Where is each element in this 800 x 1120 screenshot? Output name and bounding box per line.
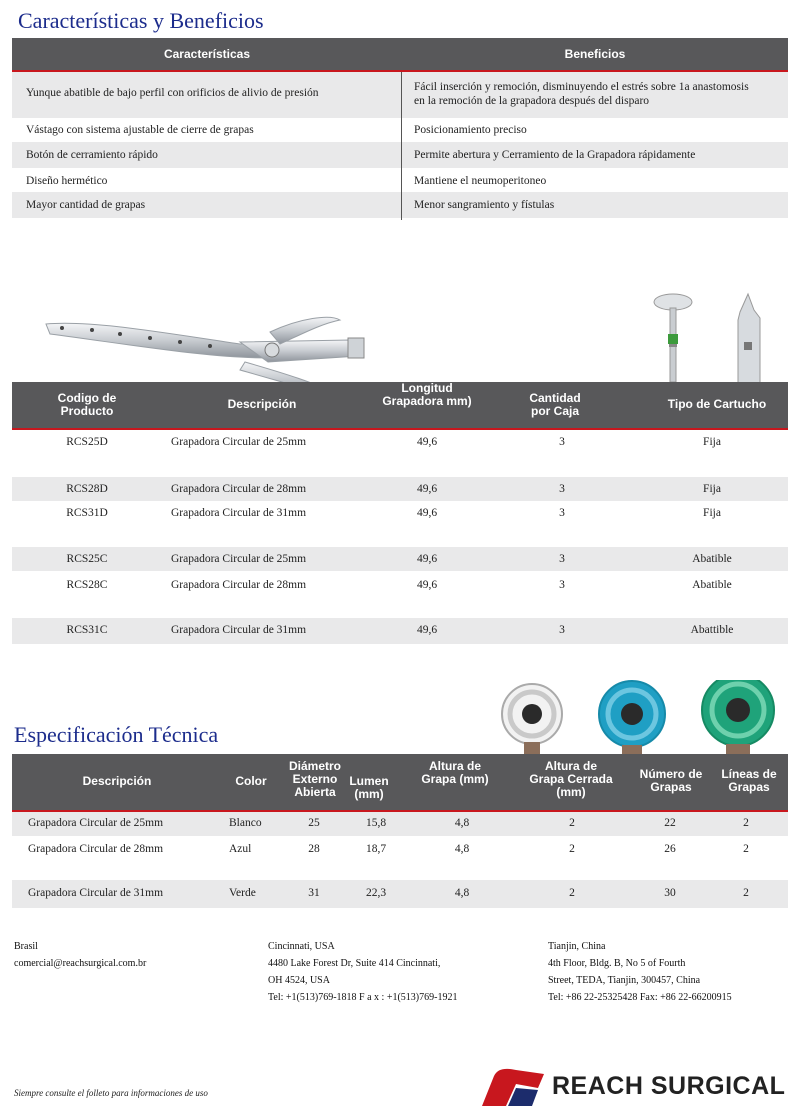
contact-china-address: 4th Floor, Bldg. B, No 5 of Fourth — [548, 958, 686, 969]
spec-closed: 2 — [569, 843, 575, 855]
spec-diameter: 28 — [308, 843, 320, 855]
table-row — [12, 618, 788, 644]
contact-china — [548, 938, 732, 1006]
product-description: Grapadora Circular de 31mm — [171, 507, 307, 519]
column-divider — [401, 72, 402, 220]
benefit-text: Fácil inserción y remoción, disminuyendo el estrés sobre 1a anastomosis en la remoción de la grapadora después del disparo — [414, 81, 749, 107]
product-cartridge: Abattible — [690, 624, 734, 636]
spec-diameter: 25 — [308, 817, 320, 829]
cartridge-illustration — [730, 292, 766, 388]
contact-usa-address: 4480 Lake Forest Dr, Suite 414 Cincinnati, — [268, 958, 441, 969]
spec-color: Verde — [229, 887, 256, 899]
spec-diameter: 31 — [308, 887, 320, 899]
spec-height: 4,8 — [454, 843, 470, 855]
product-length: 49,6 — [416, 483, 438, 495]
benefits-col-header: Beneficios — [564, 47, 626, 61]
spec-closed-header: Altura de Grapa Cerrada (mm) — [529, 759, 613, 799]
contact-china-address2: Street, TEDA, Tianjin, 300457, China — [548, 975, 701, 986]
feature-text: Mayor cantidad de grapas — [26, 199, 146, 211]
product-code: RCS25C — [66, 553, 108, 565]
table-row — [12, 430, 788, 454]
reach-surgical-logo-icon — [478, 1066, 548, 1110]
contact-usa-phone: Tel: +1(513)769-1818 F a x : +1(513)769-1921 — [268, 992, 458, 1003]
spec-lines: 2 — [743, 843, 749, 855]
table-row — [12, 547, 788, 571]
spec-number: 26 — [664, 843, 676, 855]
spec-height: 4,8 — [454, 887, 470, 899]
anvil-illustration — [648, 292, 698, 388]
spec-description: Grapadora Circular de 31mm — [28, 887, 164, 899]
spec-description-header: Descripción — [82, 774, 152, 788]
product-description: Grapadora Circular de 28mm — [171, 483, 307, 495]
spec-number-header: Número de Grapas — [639, 767, 703, 794]
product-cartridge: Fija — [703, 483, 721, 495]
head-28mm — [599, 681, 665, 756]
benefit-text: Mantiene el neumoperitoneo — [414, 175, 547, 187]
product-code: RCS28C — [66, 579, 108, 591]
spec-lumen: 15,8 — [365, 817, 387, 829]
spec-closed: 2 — [569, 887, 575, 899]
product-description: Grapadora Circular de 25mm — [171, 436, 307, 448]
product-length: 49,6 — [416, 507, 438, 519]
product-description: Grapadora Circular de 25mm — [171, 553, 307, 565]
usage-note: Siempre consulte el folleto para informaciones de uso — [14, 1088, 208, 1098]
spec-number: 22 — [664, 817, 676, 829]
code-col-header: Codigo de Producto — [57, 391, 117, 418]
spec-lines: 2 — [743, 887, 749, 899]
product-quantity: 3 — [559, 624, 565, 636]
specs-title: Especificación Técnica — [14, 722, 219, 747]
specs-header — [12, 754, 788, 810]
feature-text: Diseño hermético — [26, 175, 108, 187]
table-row — [12, 192, 788, 218]
table-row — [12, 880, 788, 908]
feature-text: Vástago con sistema ajustable de cierre de grapas — [26, 124, 254, 136]
product-length: 49,6 — [416, 553, 438, 565]
brand-name: REACH SURGICAL — [552, 1072, 786, 1100]
product-quantity: 3 — [559, 579, 565, 591]
product-quantity: 3 — [559, 483, 565, 495]
feature-text: Yunque abatible de bajo perfil con orificios de alivio de presión — [26, 87, 319, 99]
features-header — [12, 38, 788, 70]
table-row — [12, 142, 788, 168]
contact-usa — [268, 938, 457, 1006]
contact-china-phone: Tel: +86 22-25325428 Fax: +86 22-66200915 — [548, 992, 732, 1003]
head-25mm — [502, 684, 562, 756]
contact-usa-city: Cincinnati, USA — [268, 941, 335, 952]
product-length: 49,6 — [416, 579, 438, 591]
spec-lumen-header: Lumen (mm) — [349, 774, 389, 801]
benefit-text: Menor sangramiento y fístulas — [414, 199, 555, 211]
contact-usa-address2: OH 4524, USA — [268, 975, 330, 986]
spec-closed: 2 — [569, 817, 575, 829]
stapler-heads-illustration — [496, 680, 786, 756]
features-title: Características y Beneficios — [18, 8, 264, 33]
spec-height-header: Altura de Grapa (mm) — [421, 759, 489, 786]
contact-brasil-country: Brasil — [14, 941, 38, 952]
length-col-header: Longitud Grapadora mm) — [382, 381, 472, 408]
spec-height: 4,8 — [454, 817, 470, 829]
table-row — [12, 477, 788, 501]
feature-text: Botón de cerramiento rápido — [26, 149, 158, 161]
table-row — [12, 573, 788, 597]
table-row — [12, 838, 788, 862]
cartridge-col-header: Tipo de Cartucho — [667, 397, 767, 411]
product-cartridge: Abatible — [692, 553, 732, 565]
spec-lumen: 22,3 — [365, 887, 387, 899]
spec-description: Grapadora Circular de 25mm — [28, 817, 164, 829]
benefit-text: Permite abertura y Cerramiento de la Grapadora rápidamente — [414, 149, 696, 161]
table-row — [12, 72, 788, 118]
product-code: RCS25D — [66, 436, 108, 448]
product-description: Grapadora Circular de 31mm — [171, 624, 307, 636]
products-header — [12, 382, 788, 428]
table-row — [12, 812, 788, 836]
contact-brasil — [14, 938, 146, 972]
product-description: Grapadora Circular de 28mm — [171, 579, 307, 591]
spec-color-header: Color — [235, 774, 267, 788]
product-cartridge: Fija — [703, 507, 721, 519]
spec-diameter-header: Diámetro Externo Abierta — [288, 759, 341, 799]
product-length: 49,6 — [416, 624, 438, 636]
table-row — [12, 118, 788, 142]
spec-number: 30 — [664, 887, 676, 899]
spec-lines: 2 — [743, 817, 749, 829]
product-code: RCS31C — [66, 624, 108, 636]
table-row — [12, 168, 788, 192]
quantity-col-header: Cantidad por Caja — [529, 391, 581, 418]
contact-china-city: Tianjin, China — [548, 941, 606, 952]
spec-lumen: 18,7 — [365, 843, 387, 855]
spec-color: Azul — [229, 843, 252, 855]
product-quantity: 3 — [559, 553, 565, 565]
features-col-header: Características — [163, 47, 251, 61]
product-code: RCS28D — [66, 483, 108, 495]
spec-color: Blanco — [229, 817, 262, 829]
contact-brasil-email[interactable]: comercial@reachsurgical.com.br — [14, 958, 147, 969]
spec-lines-header: Líneas de Grapas — [721, 767, 777, 794]
head-31mm — [702, 680, 774, 756]
product-quantity: 3 — [559, 436, 565, 448]
description-col-header: Descripción — [227, 397, 297, 411]
product-quantity: 3 — [559, 507, 565, 519]
product-cartridge: Fija — [703, 436, 721, 448]
spec-description: Grapadora Circular de 28mm — [28, 843, 164, 855]
product-length: 49,6 — [416, 436, 438, 448]
benefit-text: Posicionamiento preciso — [414, 124, 527, 136]
product-cartridge: Abatible — [692, 579, 732, 591]
product-code: RCS31D — [66, 507, 108, 519]
table-row — [12, 501, 788, 525]
